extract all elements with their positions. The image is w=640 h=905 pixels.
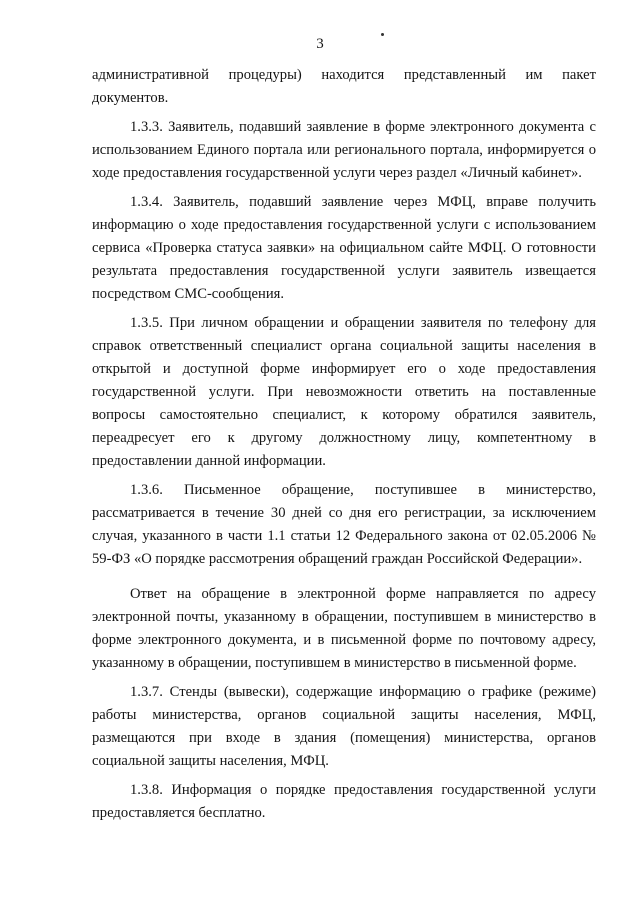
paragraph-1-3-8: 1.3.8. Информация о порядке предоставления государственной услуги предоставляется бесплатно. [92,782,596,821]
paragraph-response: Ответ на обращение в электронной форме направляется по адресу электронной почты, указанному в обращении, поступившем в министерство в форме электронного документа, и в письменной форме по почтовому адресу, указанному в обращении, поступившем в министерство в письменной форме. [92,586,596,671]
paragraph-1-3-4: 1.3.4. Заявитель, подавший заявление через МФЦ, вправе получить информацию о ходе предоставления государственной услуги с использованием сервиса «Проверка статуса заявки» на официальном сайте МФЦ. О готовности результата предоставления государственной услуги заявитель извещается посредством СМС-сообщения. [92,194,596,302]
paragraph-continuation: административной процедуры) находится представленный им пакет документов. [92,67,596,106]
document-body [92,64,596,825]
page-number: 3 [316,36,324,52]
paragraph-1-3-6: 1.3.6. Письменное обращение, поступившее в министерство, рассматривается в течение 30 дней со дня его регистрации, за исключением случая, указанного в части 1.1 статьи 12 Федерального закона от 02.05.2006 № 59-ФЗ «О порядке рассмотрения обращений граждан Российской Федерации». [92,482,596,567]
scan-artifact-mark [381,33,384,36]
paragraph-1-3-3: 1.3.3. Заявитель, подавший заявление в форме электронного документа с использованием Единого портала или регионального портала, информируется о ходе предоставления государственной услуги через раздел «Личный кабинет». [92,119,596,181]
paragraph-1-3-7: 1.3.7. Стенды (вывески), содержащие информацию о графике (режиме) работы министерства, органов социальной защиты населения, МФЦ, размещаются при входе в здания (помещения) министерства, органов социальной защиты населения, МФЦ. [92,684,596,769]
paragraph-1-3-5: 1.3.5. При личном обращении и обращении заявителя по телефону для справок ответственный специалист органа социальной защиты населения в открытой и доступной форме информирует его о ходе предоставления государственной услуги. При невозможности ответить на поставленные вопросы самостоятельно специалист, к которому обратился заявитель, переадресует его к другому должностному лицу, компетентному в предоставлении данной информации. [92,315,596,469]
